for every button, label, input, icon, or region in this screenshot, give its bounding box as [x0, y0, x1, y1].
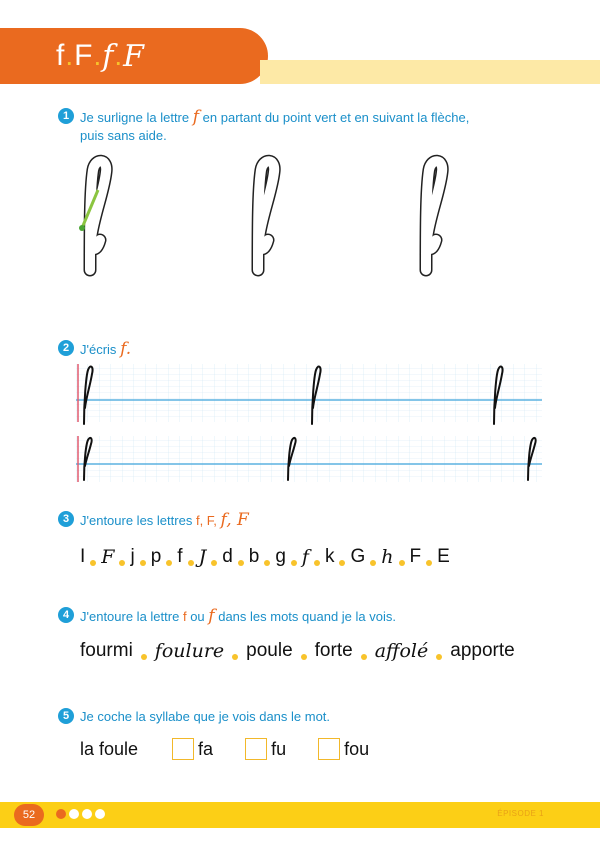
writing-lines[interactable]	[76, 362, 544, 488]
separator-dot	[339, 560, 345, 566]
word[interactable]: foulure	[154, 640, 225, 662]
letter-sequence	[80, 546, 550, 568]
exercise-number: 3	[58, 511, 74, 527]
sequence-letter[interactable]: j	[130, 546, 135, 567]
instruction-text: ou	[190, 609, 205, 624]
exercise-number: 4	[58, 607, 74, 623]
word[interactable]: affolé	[374, 640, 429, 662]
instruction-text: J'entoure la lettre	[80, 609, 180, 624]
syllable-option: fu	[271, 738, 287, 759]
start-point	[79, 225, 85, 231]
sequence-letter[interactable]: F	[409, 546, 422, 567]
separator-dot	[211, 560, 217, 566]
separator-dot	[264, 560, 270, 566]
progress-dot	[82, 809, 92, 819]
separator-dot	[188, 560, 194, 566]
target-word: la foule	[80, 738, 139, 759]
separator-dot	[119, 560, 125, 566]
separator-dot	[238, 560, 244, 566]
target-letter-cursive: f	[208, 606, 215, 626]
instruction-text: J'écris	[80, 342, 117, 357]
title-letter: f	[56, 39, 65, 72]
progress-dots	[56, 809, 108, 819]
title-stripe	[260, 60, 600, 84]
word-list	[80, 640, 515, 662]
exercise-number: 5	[58, 708, 74, 724]
separator-dot	[140, 560, 146, 566]
separator-dot	[426, 560, 432, 566]
sequence-letter[interactable]: f	[301, 546, 309, 568]
checkbox-fou[interactable]	[318, 738, 340, 760]
separator-dot	[90, 560, 96, 566]
exercise-number: 2	[58, 340, 74, 356]
syllable-option: fa	[198, 738, 214, 759]
cursive-letter: f	[192, 107, 200, 127]
sequence-letter[interactable]: G	[350, 546, 366, 567]
sequence-letter[interactable]: g	[275, 546, 286, 567]
tracing-f-3[interactable]	[426, 161, 442, 270]
target-letter: f	[182, 609, 187, 624]
progress-dot	[69, 809, 79, 819]
instruction-text: Je surligne la lettre	[80, 110, 190, 125]
sequence-letter[interactable]: k	[324, 546, 335, 567]
sequence-letter[interactable]: b	[248, 546, 260, 567]
separator-dot	[370, 560, 376, 566]
sequence-letter[interactable]: p	[150, 546, 162, 567]
word[interactable]: poule	[246, 640, 293, 661]
separator-dot	[232, 654, 238, 660]
word[interactable]: fourmi	[80, 640, 133, 661]
separator-dot	[166, 560, 172, 566]
tracing-letters	[60, 150, 480, 300]
instruction-text: dans les mots quand je la vois.	[218, 609, 396, 624]
exercise-4-instruction	[80, 607, 396, 626]
sequence-letter[interactable]: F	[101, 546, 115, 568]
title-letter-cursive: F	[123, 38, 144, 74]
separator-dot	[399, 560, 405, 566]
sequence-letter[interactable]: E	[437, 546, 450, 567]
word[interactable]: forte	[314, 640, 353, 661]
sequence-letter[interactable]: J	[198, 546, 207, 568]
syllable-option: fou	[344, 738, 370, 759]
separator-dot	[314, 560, 320, 566]
sequence-letter[interactable]: h	[381, 546, 394, 568]
target-letters: f, F,	[195, 513, 217, 528]
separator-dot	[291, 560, 297, 566]
exercise-1-instruction	[80, 108, 469, 145]
exercise-number: 1	[58, 108, 74, 124]
progress-dot	[95, 809, 105, 819]
instruction-text: J'entoure les lettres	[80, 513, 193, 528]
page-title: f . F . f . F	[56, 38, 144, 74]
separator-dot	[361, 654, 367, 660]
checkbox-fa[interactable]	[172, 738, 194, 760]
sequence-letter[interactable]: f	[177, 546, 183, 567]
title-letter: F	[74, 39, 93, 72]
word[interactable]: apporte	[450, 640, 515, 661]
tracing-f-1[interactable]	[79, 161, 106, 270]
syllable-row	[80, 738, 369, 760]
exercise-3-instruction	[80, 511, 249, 530]
separator-dot	[436, 654, 442, 660]
instruction-text: puis sans aide.	[80, 128, 167, 143]
exercise-5-instruction: Je coche la syllabe que je vois dans le mot.	[80, 709, 331, 724]
target-letters-cursive: f, F	[220, 510, 249, 530]
instruction-text: en partant du point vert et en suivant la flèche,	[202, 110, 470, 125]
tracing-f-2[interactable]	[258, 161, 274, 270]
page-number: 52	[14, 804, 44, 826]
episode-label: ÉPISODE 1	[497, 809, 544, 818]
checkbox-fu[interactable]	[245, 738, 267, 760]
separator-dot	[301, 654, 307, 660]
sequence-letter[interactable]: d	[222, 546, 233, 567]
cursive-letter: f.	[120, 339, 132, 359]
title-letter-cursive: f	[102, 38, 114, 74]
sequence-letter[interactable]: I	[80, 546, 86, 567]
exercise-2-instruction	[80, 340, 131, 359]
separator-dot	[141, 654, 147, 660]
progress-dot	[56, 809, 66, 819]
